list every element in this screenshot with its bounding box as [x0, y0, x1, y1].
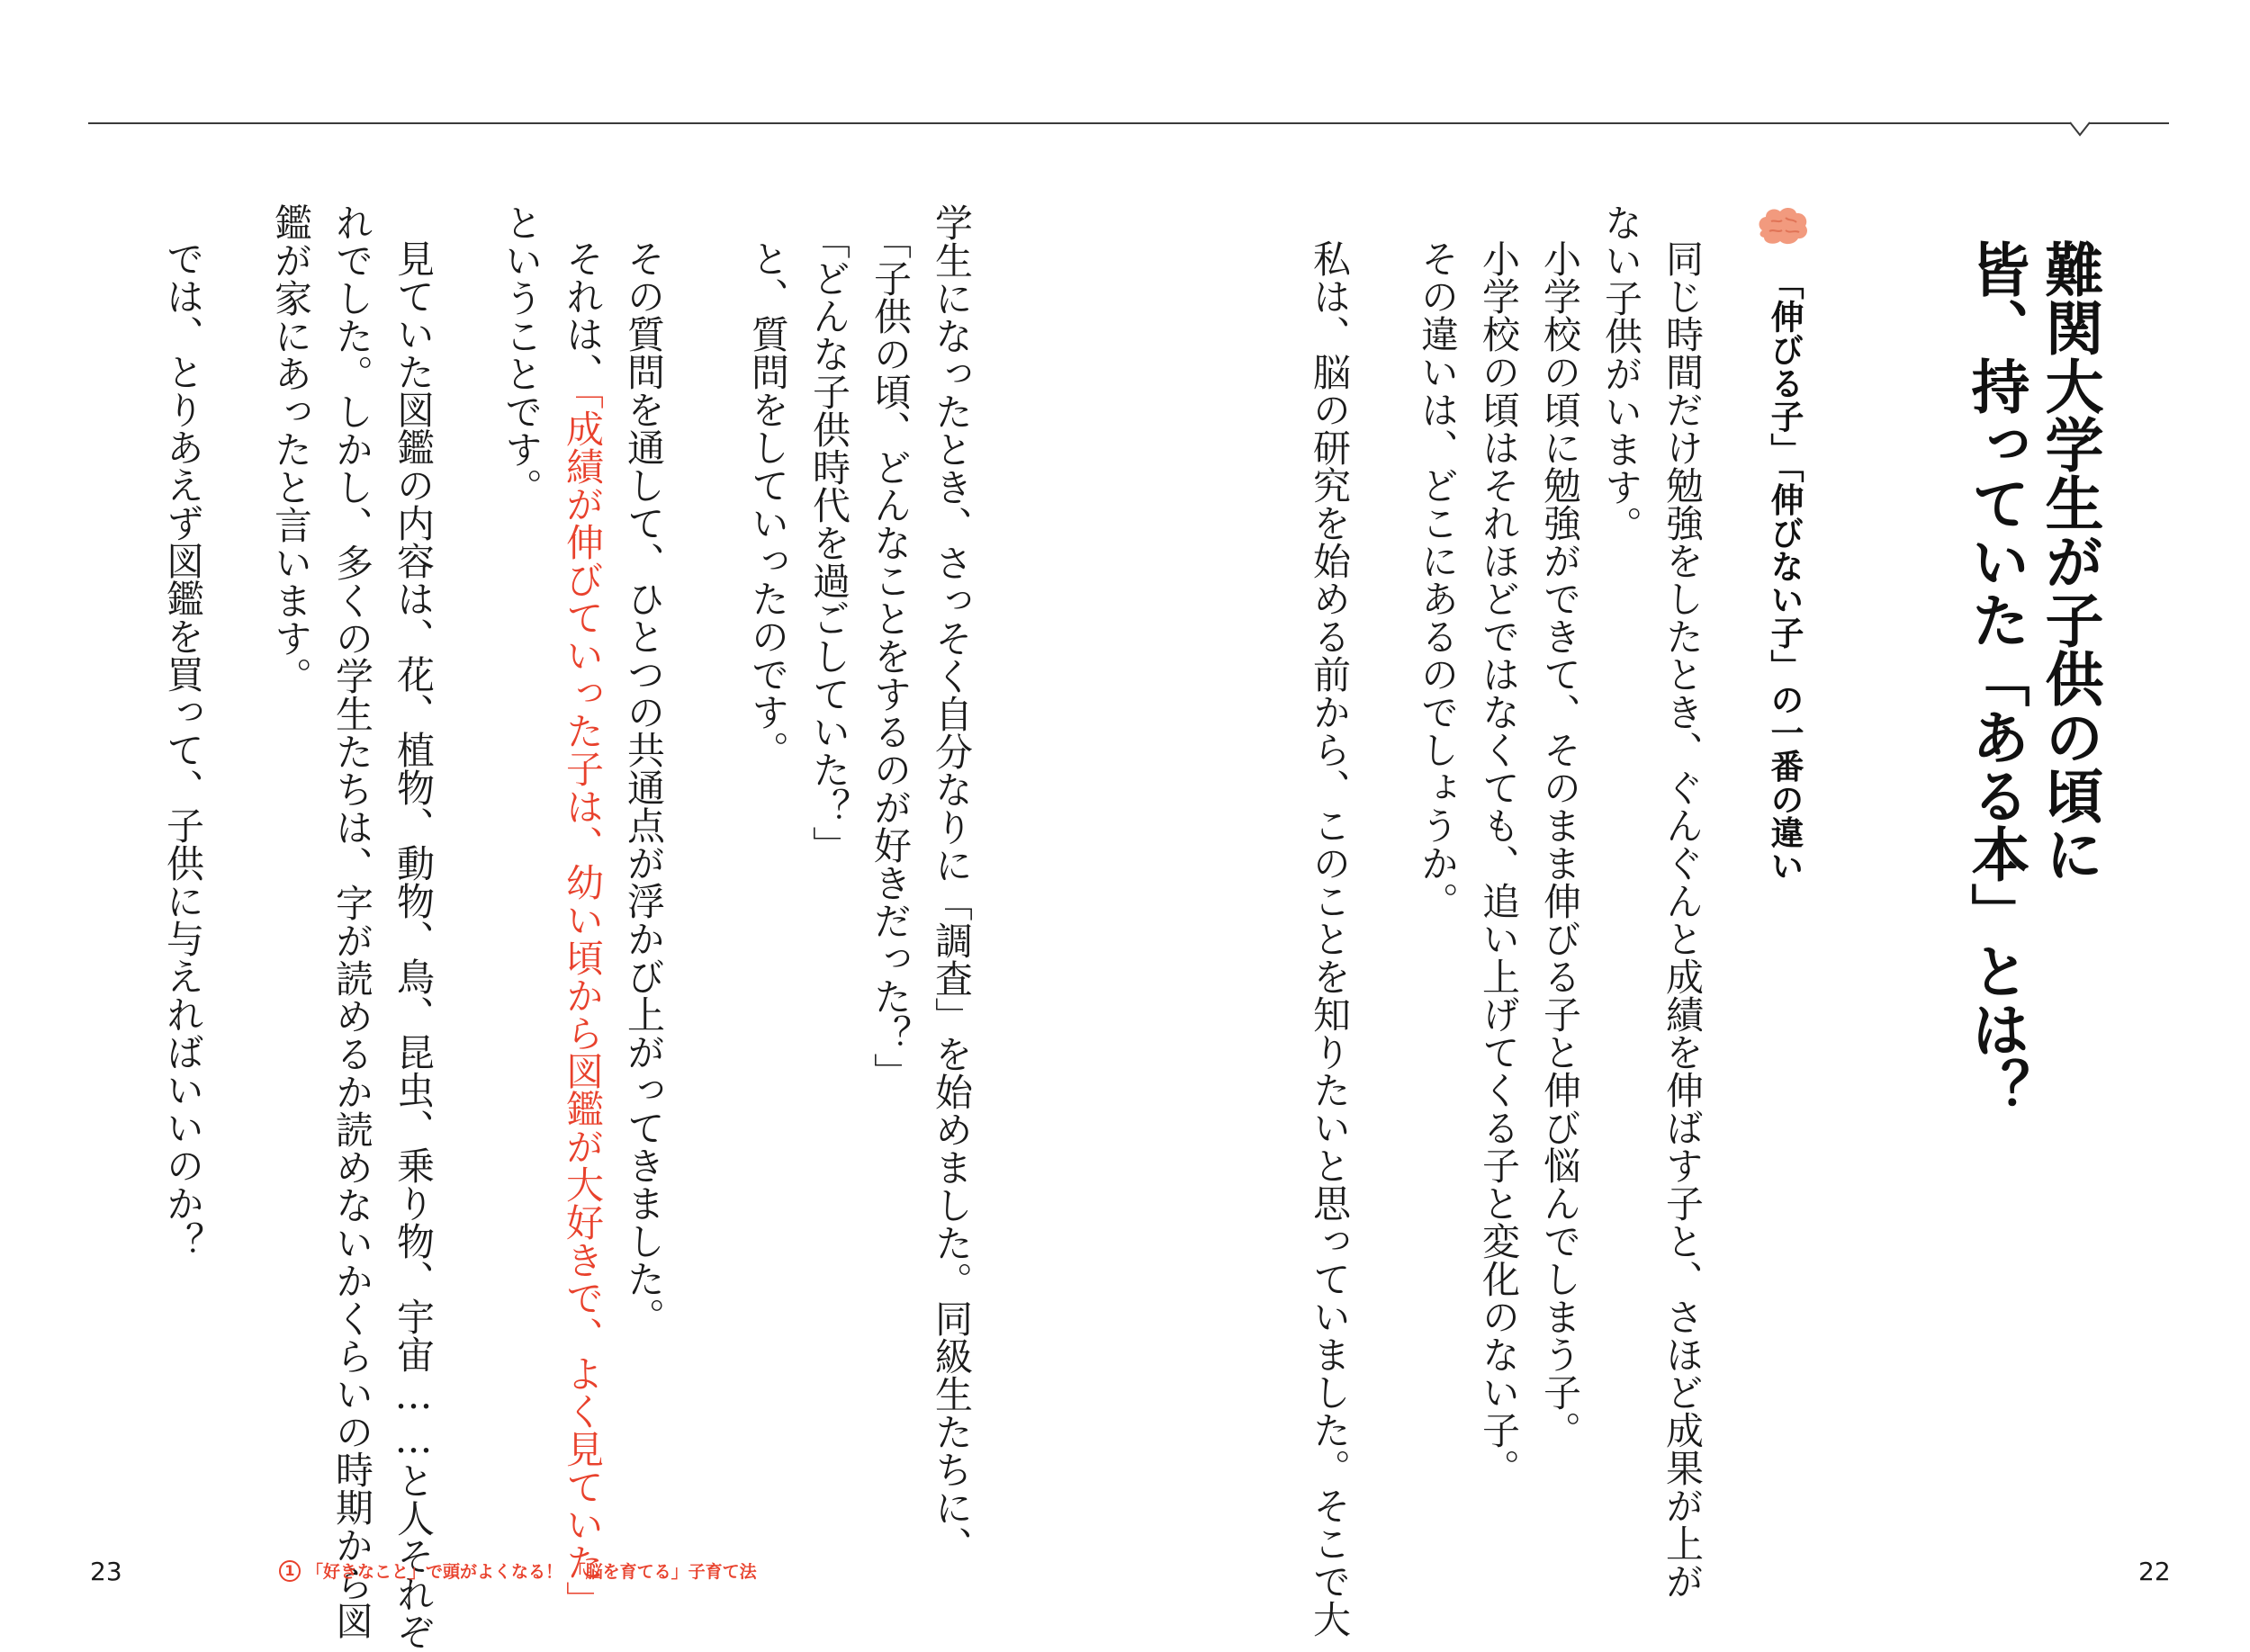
chevron-down-icon	[2070, 119, 2090, 137]
highlight-after: ということです。	[500, 203, 544, 506]
body-line-b6: では、とりあえず図鑑を買って、子供に与えればいいのか？	[161, 239, 205, 1260]
body-line-3: 小学校の頃に勉強ができて、そのまま伸びる子と伸び悩んでしまう子。	[1538, 239, 1582, 1449]
body-line-16: その質問を通して、ひとつの共通点が浮かび上がってきました。	[622, 239, 666, 1335]
page-number-left: 23	[90, 1557, 122, 1586]
highlight-before: それは、	[561, 239, 605, 391]
highlight-red-text: 「成績が伸びていった子は、幼い頃から図鑑が大好きで、よく見ていた」	[561, 391, 605, 1619]
header-rule	[88, 122, 2169, 124]
title-line-2: 皆、持っていた「ある本」とは？	[1961, 239, 2029, 1117]
body-line-1: 同じ時間だけ勉強をしたとき、ぐんぐんと成績を伸ばす子と、さほど成果が上が	[1660, 239, 1705, 1600]
body-line-11: 学生になったとき、さっそく自分なりに「調査」を始めました。同級生たちに、	[930, 203, 974, 1564]
body-line-5: その違いは、どこにあるのでしょうか。	[1416, 239, 1460, 920]
page-number-right: 22	[2138, 1557, 2171, 1586]
body-line-b3: れでした。しかし、多くの学生たちは、字が読めるか読めないかくらいの時期から図	[330, 203, 374, 1639]
body-line-12: 「子供の頃、どんなことをするのが好きだった？」	[868, 221, 913, 1091]
body-line-4: 小学校の頃はそれほどではなくても、追い上げてくる子と変化のない子。	[1477, 239, 1521, 1486]
brain-icon	[1755, 203, 1811, 248]
running-footer	[279, 1558, 757, 1583]
body-line-2: ない子供がいます。	[1599, 203, 1643, 543]
body-line-b2: 見ていた図鑑の内容は、花、植物、動物、鳥、昆虫、乗り物、宇宙……と人それぞ	[392, 239, 436, 1650]
body-line-7: 私は、脳の研究を始める前から、このことを知りたいと思っていました。そこで大	[1308, 239, 1352, 1638]
chapter-title: 「好きなこと」で頭がよくなる！ 「脳を育てる」子育て法	[306, 1562, 757, 1582]
body-line-13: 「どんな子供時代を過ごしていた？」	[807, 221, 851, 864]
chapter-number: 1	[279, 1560, 301, 1582]
subheading: 「伸びる子」「伸びない子」の一番の違い	[1765, 266, 1804, 883]
title-line-1: 難関大学生が子供の頃に	[2035, 239, 2102, 883]
body-line-14: と、質問をしていったのです。	[746, 239, 790, 768]
body-line-b4: 鑑が家にあったと言います。	[269, 203, 313, 695]
highlight-line	[561, 239, 605, 1619]
